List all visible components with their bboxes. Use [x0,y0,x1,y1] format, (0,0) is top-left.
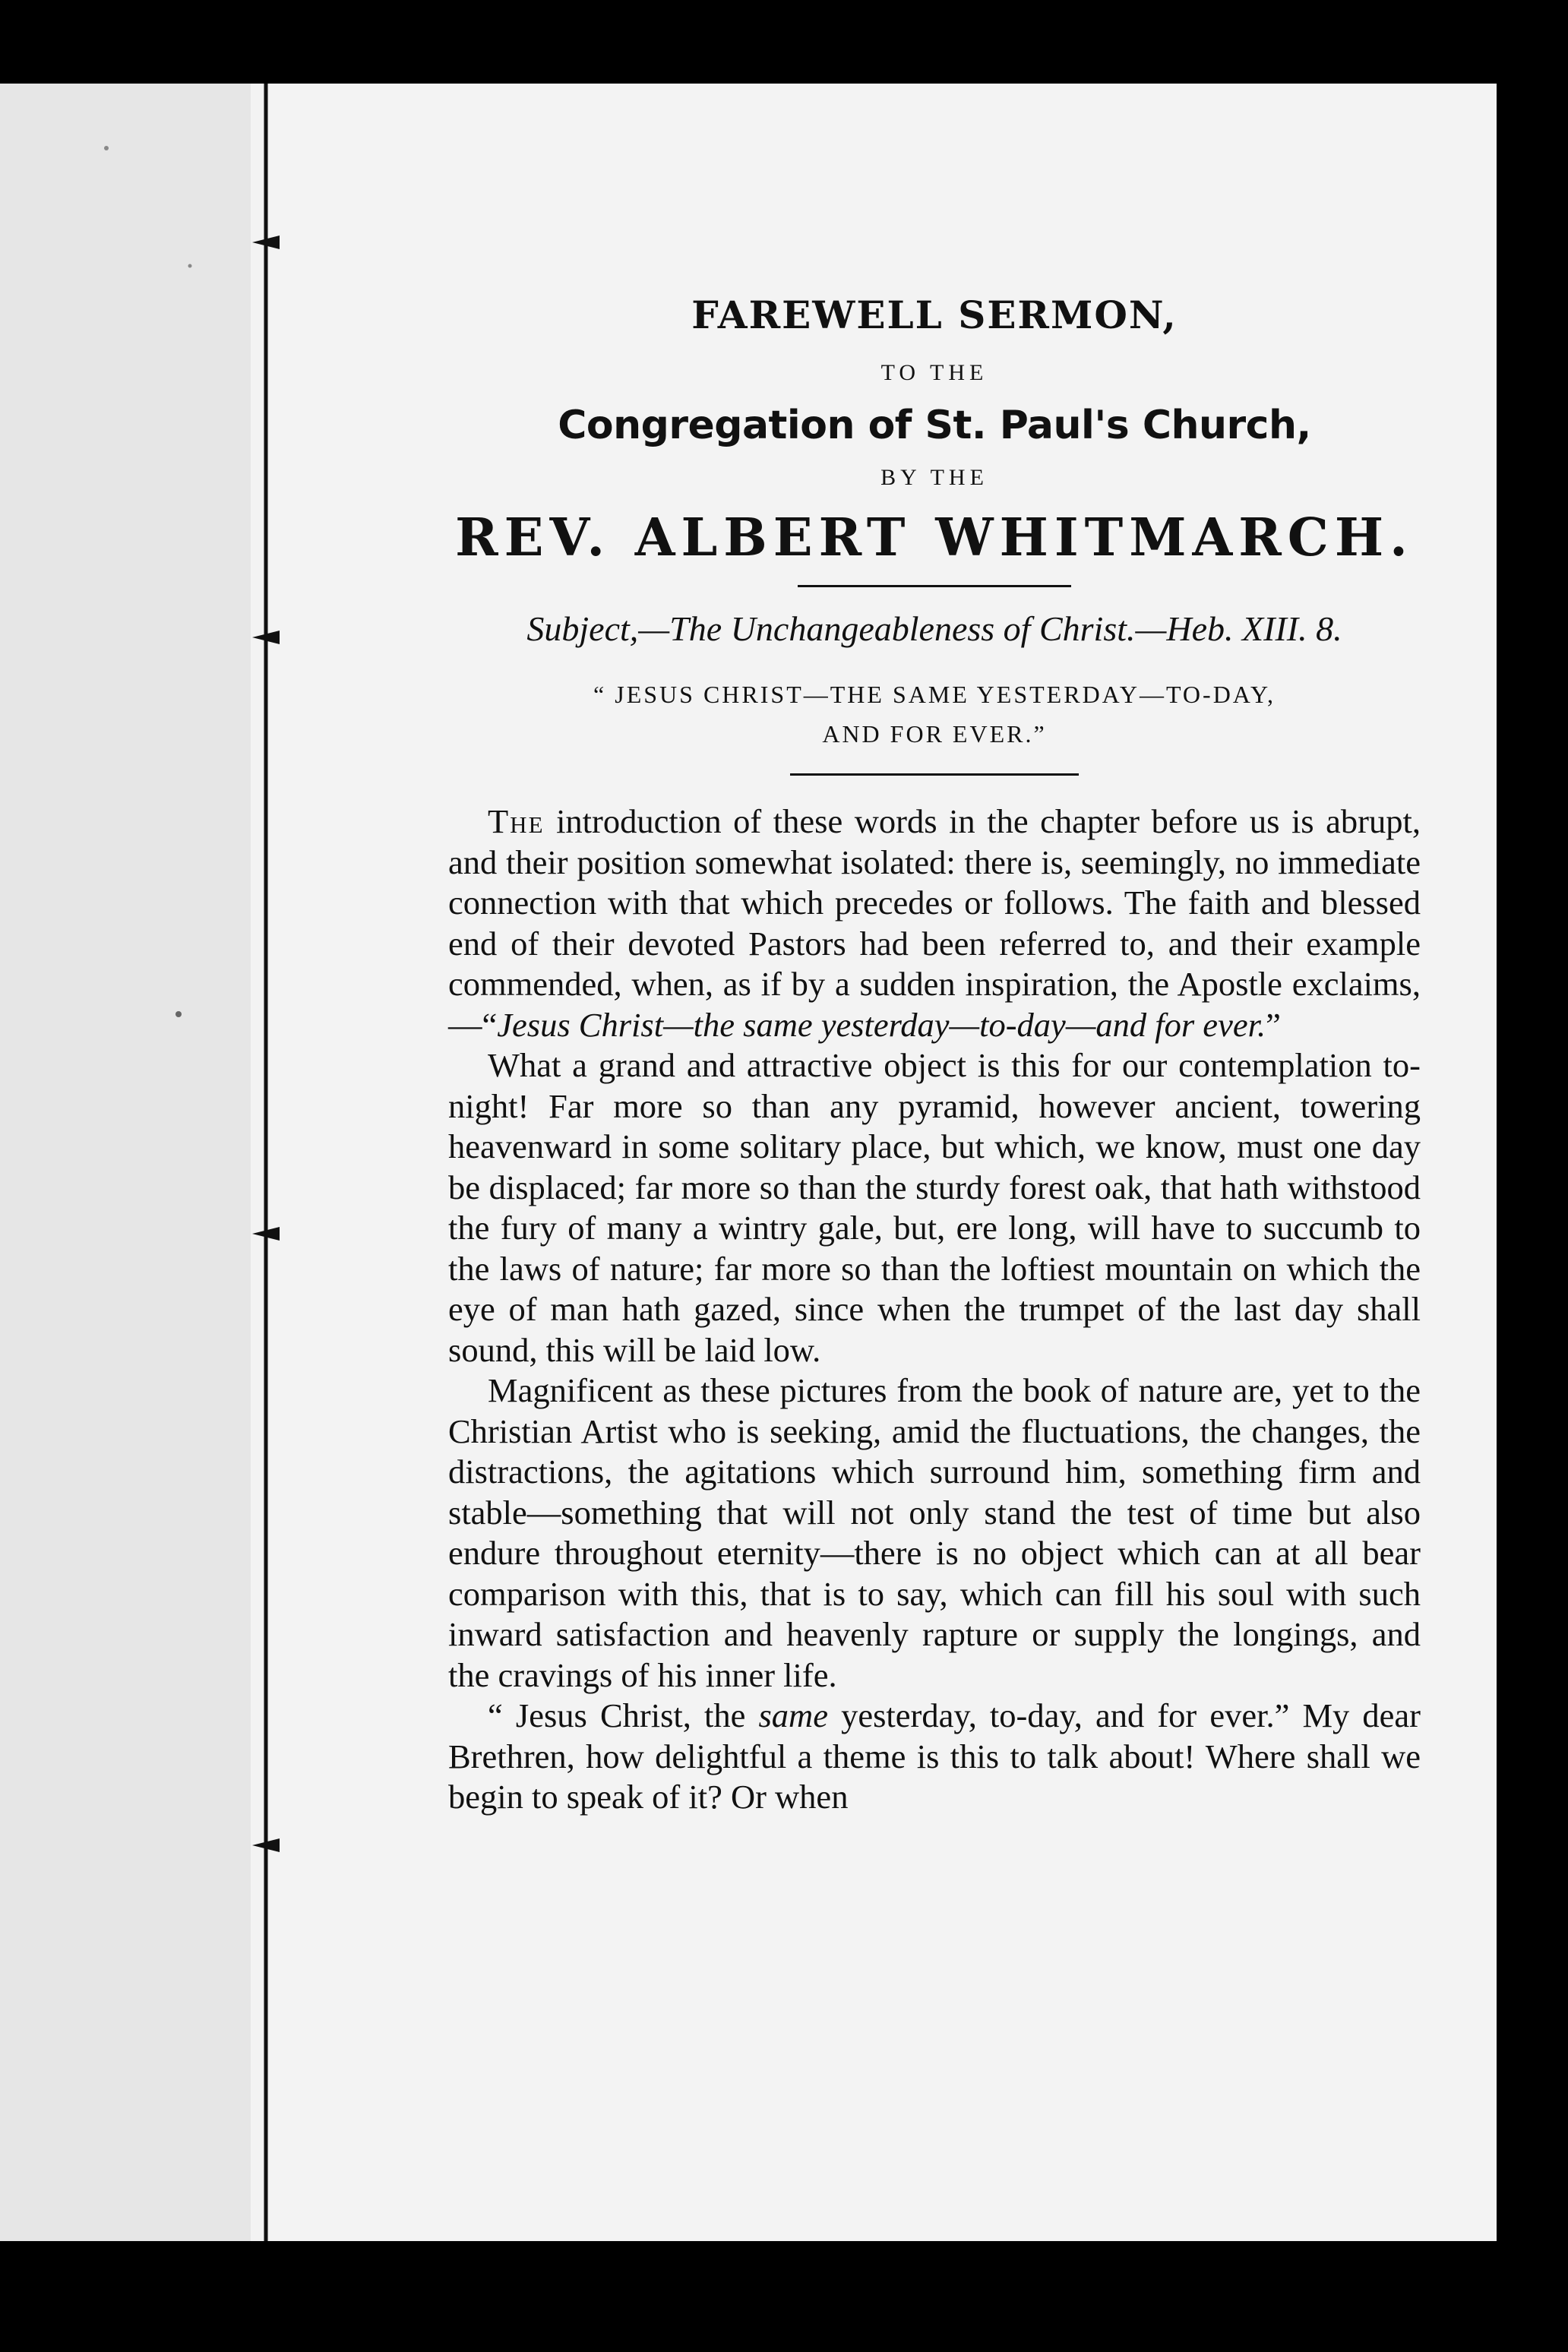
by-the-line: BY THE [880,465,988,490]
binding-stitch [252,631,280,644]
facing-page-edge [0,84,251,2241]
to-the-line: TO THE [880,360,988,385]
scripture-text-line-1: “ JESUS CHRIST—THE SAME YESTERDAY—TO-DAY, [593,681,1276,708]
page-text [448,292,1421,1818]
binding-stitch [252,1227,280,1241]
binding-stitch [252,1838,280,1852]
divider-rule [798,585,1071,587]
print-specks [0,84,251,2241]
congregation-line: Congregation of St. Paul's Church, [558,403,1311,448]
emphasis: same [758,1696,828,1734]
sermon-body [448,801,1421,1818]
paragraph-text: introduction of these words in the chapter before us is abrupt, and their position somewhat isolated: there is, seemingly, no immediate connection with that which precedes or follows. The faith and blessed end of their devoted Pastors had been referred to, and their example commended, when, as if by a sudden inspiration, the Apostle exclaims,—“ [448,802,1421,1044]
quote-close: ” [1266,1005,1281,1044]
divider-rule [790,773,1079,776]
paragraph-lead-word: The [488,802,545,840]
scripture-quote: Jesus Christ—the same yesterday—to-day—and for ever. [497,1005,1266,1044]
scripture-text-line-2: AND FOR EVER.” [822,720,1047,748]
sermon-title: FAREWELL SERMON, [691,292,1178,337]
sermon-subject: Subject,—The Unchangeableness of Christ.—Heb. XIII. 8. [526,609,1342,648]
paragraph [448,1696,1421,1818]
binding-stitch [252,236,280,249]
author-name: REV. ALBERT WHITMARCH. [455,507,1414,568]
paragraph: What a grand and attractive object is this for our contemplation to-night! Far more so than any pyramid, however ancient, towering heavenward in some solitary place, but which, we know, must one day be displaced; far more so than the sturdy forest oak, that hath withstood the fury of many a wintry gale, but, ere long, will have to succumb to the laws of nature; far more so than the loftiest mountain on which the eye of man hath gazed, since when the trumpet of the last day shall sound, this will be laid low. [448,1046,1421,1369]
binding-gutter [258,84,273,2241]
paragraph [448,801,1421,1045]
paragraph: Magnificent as these pictures from the book of nature are, yet to the Christian Artist who is seeking, amid the fluctuations, the changes, the distractions, the agitations which surround him, something firm and stable—something that will not only stand the test of time but also endure throughout eternity—there is no object which can at all bear comparison with this, that is to say, which can fill his soul with such inward satisfaction and heavenly rapture or supply the longings, and the cravings of his inner life. [448,1371,1421,1694]
paragraph-text: “ Jesus Christ, the [488,1696,759,1734]
paragraph-text: yesterday, to-day, and for ever.” My dear Brethren, how delightful a theme is this to talk about! Where shall we begin to speak of it? Or when [448,1696,1421,1816]
